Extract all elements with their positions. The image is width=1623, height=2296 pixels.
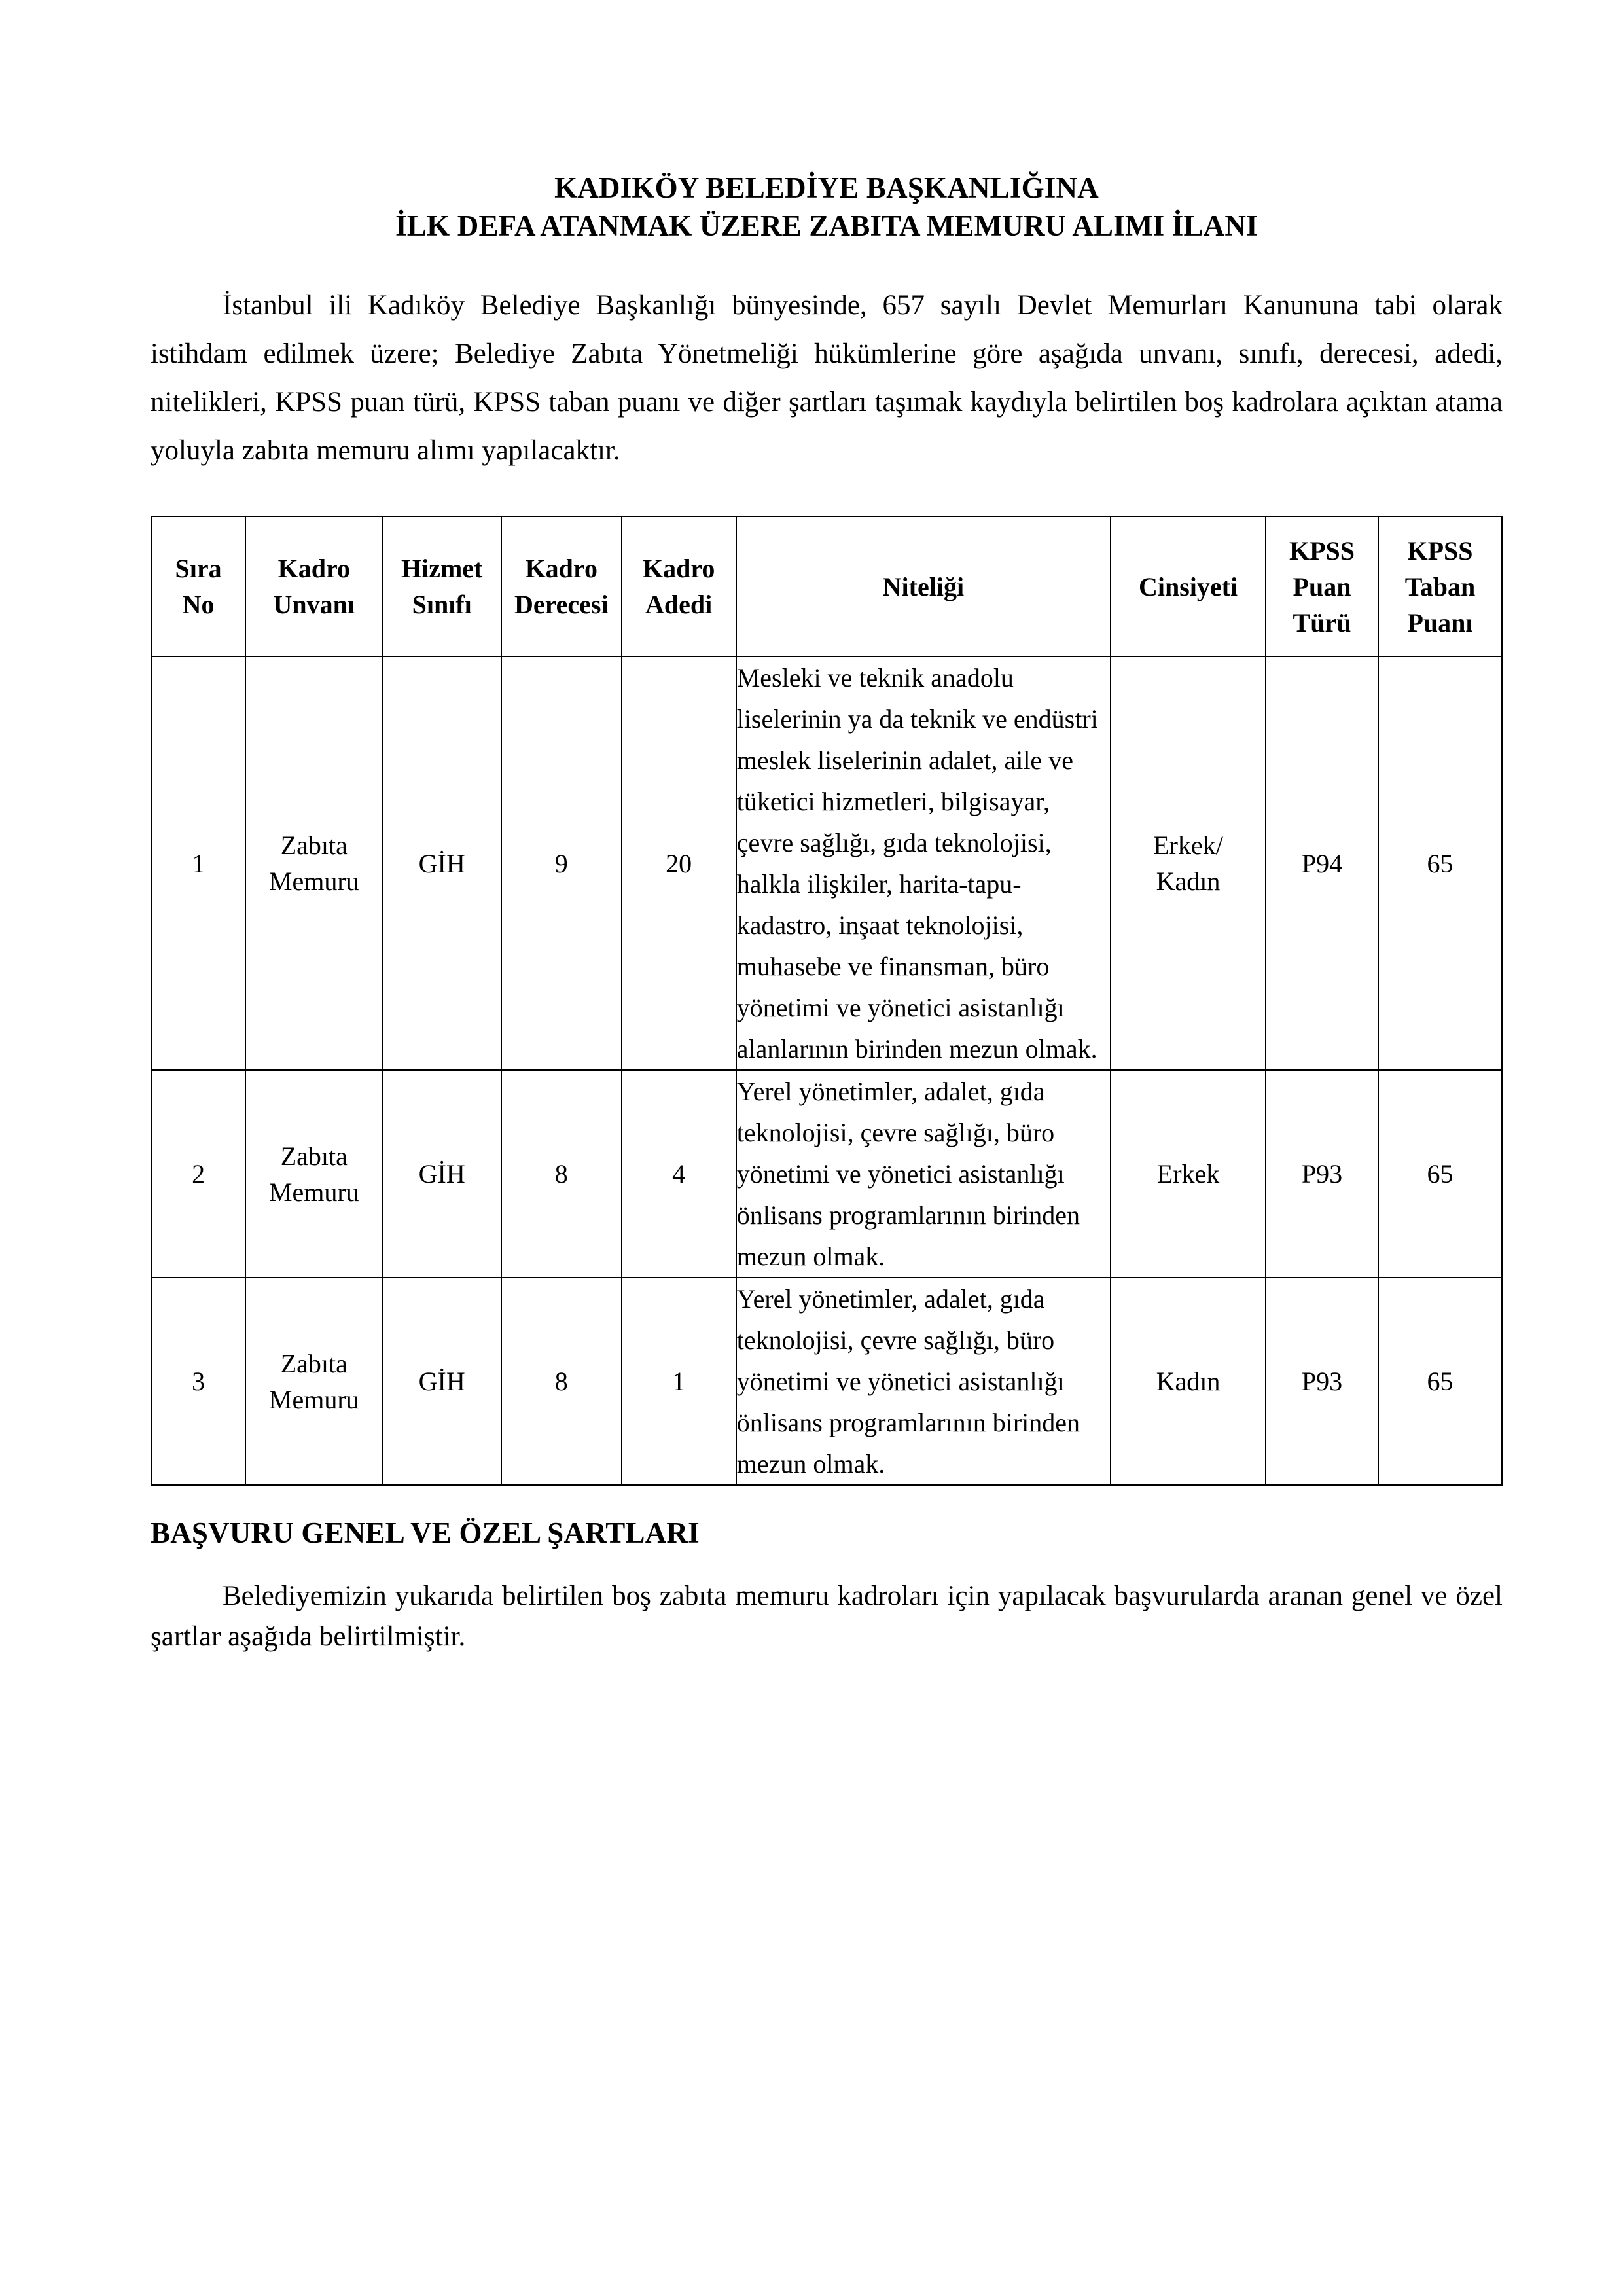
column-header-kpss-taban-puani (1378, 516, 1502, 656)
cell-kadro-adedi: 1 (622, 1278, 736, 1485)
table-row (151, 1070, 1502, 1278)
cell-kadro-derecesi: 8 (501, 1070, 622, 1278)
header-line: Kadro (642, 554, 715, 583)
table-row (151, 656, 1502, 1070)
cell-niteligi: Mesleki ve teknik anadolu liselerinin ya da teknik ve endüstri meslek liselerinin adalet, aile ve tüketici hizmetleri, bilgisayar, çevre sağlığı, gıda teknolojisi, halkla ilişkiler, harita-tapu-kadastro, inşaat teknolojisi, muhasebe ve finansman, büro yönetimi ve yönetici asistanlığı alanlarının birinden mezun olmak. (736, 656, 1111, 1070)
cell-line: Memuru (268, 1384, 359, 1414)
header-line: Kadro (525, 554, 597, 583)
cell-cinsiyeti (1111, 1278, 1266, 1485)
column-header-sira-no (151, 516, 245, 656)
title-line-1: KADIKÖY BELEDİYE BAŞKANLIĞINA (554, 171, 1099, 204)
header-line: Türü (1293, 607, 1351, 637)
header-line: Puan (1293, 571, 1351, 601)
cell-niteligi: Yerel yönetimler, adalet, gıda teknolojisi, çevre sağlığı, büro yönetimi ve yönetici asistanlığı önlisans programlarının birinden mezun olmak. (736, 1070, 1111, 1278)
header-line: Kadro (277, 554, 350, 583)
cell-kadro-unvani (245, 1070, 382, 1278)
column-header-kadro-adedi (622, 516, 736, 656)
cell-line: Zabıta (280, 831, 348, 860)
closing-paragraph: Belediyemizin yukarıda belirtilen boş zabıta memuru kadroları için yapılacak başvurularda aranan genel ve özel şartlar aşağıda belirtilmiştir. (151, 1581, 1503, 1652)
cell-hizmet-sinifi: GİH (382, 1278, 501, 1485)
cell-line: Erkek/ (1153, 831, 1223, 860)
column-header-niteligi (736, 516, 1111, 656)
header-line: Sınıfı (412, 590, 472, 619)
header-line: Unvanı (273, 590, 355, 619)
page-title (151, 169, 1503, 245)
kadro-table (151, 516, 1503, 1486)
cell-niteligi: Yerel yönetimler, adalet, gıda teknolojisi, çevre sağlığı, büro yönetimi ve yönetici asistanlığı önlisans programlarının birinden mezun olmak. (736, 1278, 1111, 1485)
cell-kadro-derecesi: 8 (501, 1278, 622, 1485)
cell-line: Zabıta (280, 1141, 348, 1171)
header-line: Derecesi (514, 590, 609, 619)
cell-line: Memuru (268, 867, 359, 896)
kadro-table-wrapper (151, 516, 1503, 1486)
header-line: Puanı (1407, 607, 1473, 637)
cell-cinsiyeti (1111, 656, 1266, 1070)
cell-sira-no: 1 (151, 656, 245, 1070)
section-heading-basvuru-sartlari: BAŞVURU GENEL VE ÖZEL ŞARTLARI (151, 1516, 700, 1549)
title-line-2: İLK DEFA ATANMAK ÜZERE ZABITA MEMURU ALIMI İLANI (395, 209, 1258, 242)
cell-kpss-taban-puani: 65 (1378, 1278, 1502, 1485)
header-line: KPSS (1289, 535, 1355, 565)
header-line: Cinsiyeti (1138, 571, 1238, 601)
header-line: Niteliği (882, 571, 965, 601)
header-line: Hizmet (401, 554, 483, 583)
cell-sira-no: 2 (151, 1070, 245, 1278)
column-header-hizmet-sinifi (382, 516, 501, 656)
cell-line: Kadın (1156, 867, 1221, 896)
table-body (151, 656, 1502, 1485)
cell-kpss-puan-turu: P93 (1266, 1278, 1378, 1485)
table-header (151, 516, 1502, 656)
cell-cinsiyeti (1111, 1070, 1266, 1278)
table-header-row (151, 516, 1502, 656)
column-header-kpss-puan-turu (1266, 516, 1378, 656)
cell-kpss-taban-puani: 65 (1378, 1070, 1502, 1278)
document-content (151, 169, 1503, 1685)
cell-kadro-unvani (245, 1278, 382, 1485)
intro-paragraph: İstanbul ili Kadıköy Belediye Başkanlığı bünyesinde, 657 sayılı Devlet Memurları Kanununa tabi olarak istihdam edilmek üzere; Belediye Zabıta Yönetmeliği hükümlerine göre aşağıda unvanı, sınıfı, derecesi, adedi, nitelikleri, KPSS puan türü, KPSS taban puanı ve diğer şartları taşımak kaydıyla belirtilen boş kadrolara açıktan atama yoluyla zabıta memuru alımı yapılacaktır. (151, 290, 1503, 466)
header-line: KPSS (1407, 535, 1473, 565)
cell-kadro-derecesi: 9 (501, 656, 622, 1070)
cell-hizmet-sinifi: GİH (382, 656, 501, 1070)
cell-line: Erkek (1156, 1159, 1220, 1189)
cell-hizmet-sinifi: GİH (382, 1070, 501, 1278)
cell-kadro-unvani (245, 656, 382, 1070)
cell-kpss-puan-turu: P94 (1266, 656, 1378, 1070)
header-line: No (182, 590, 215, 619)
header-line: Sıra (175, 554, 222, 583)
column-header-kadro-unvani (245, 516, 382, 656)
cell-kpss-puan-turu: P93 (1266, 1070, 1378, 1278)
cell-sira-no: 3 (151, 1278, 245, 1485)
column-header-cinsiyeti (1111, 516, 1266, 656)
table-row (151, 1278, 1502, 1485)
cell-line: Memuru (268, 1177, 359, 1207)
cell-kadro-adedi: 20 (622, 656, 736, 1070)
cell-line: Kadın (1156, 1367, 1221, 1396)
header-line: Taban (1404, 571, 1476, 601)
header-line: Adedi (645, 590, 713, 619)
cell-line: Zabıta (280, 1348, 348, 1378)
cell-kadro-adedi: 4 (622, 1070, 736, 1278)
column-header-kadro-derecesi (501, 516, 622, 656)
cell-kpss-taban-puani: 65 (1378, 656, 1502, 1070)
